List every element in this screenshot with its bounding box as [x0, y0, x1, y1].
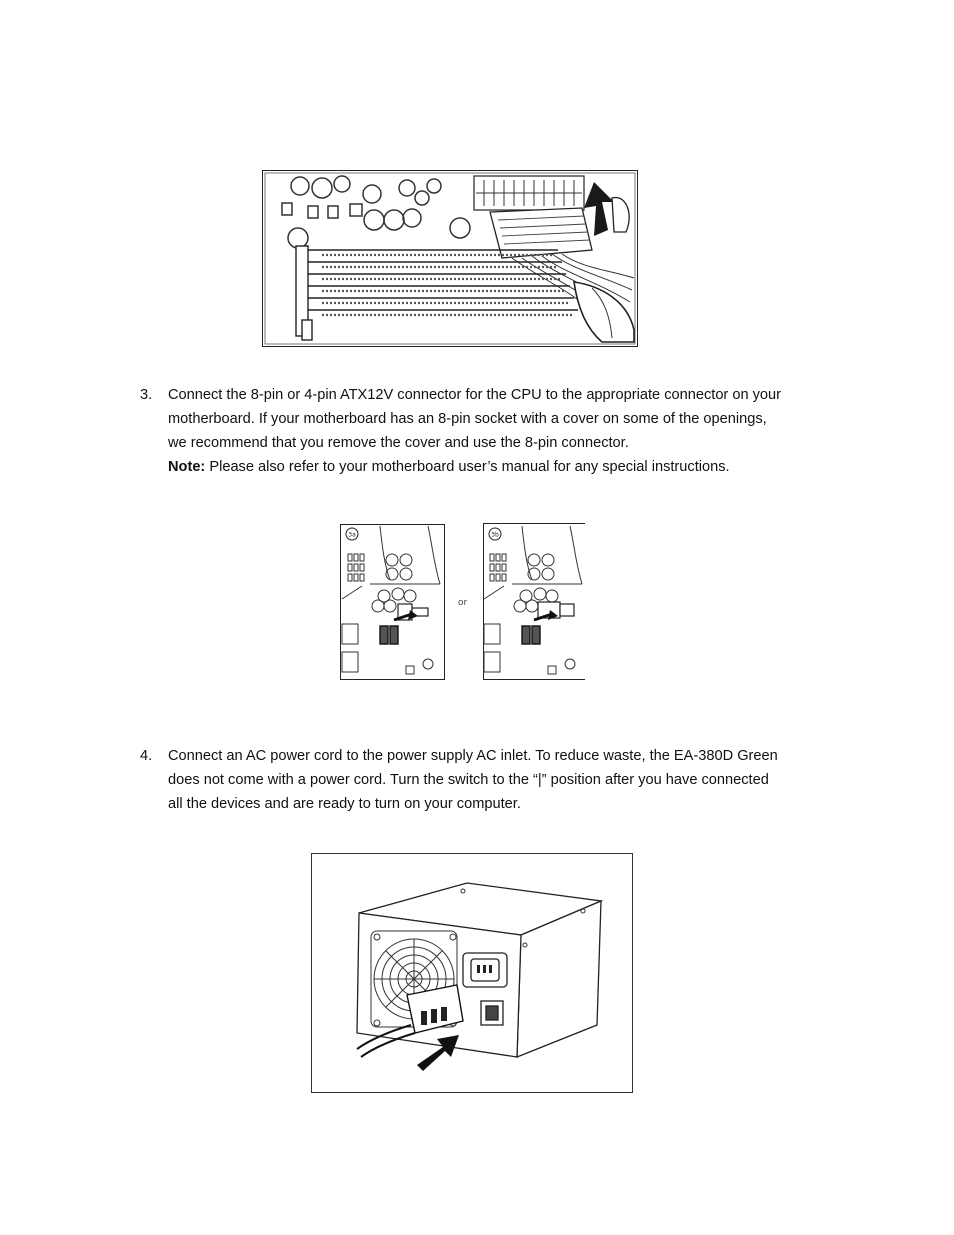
cpu-connector-a-illustration — [340, 524, 445, 680]
cpu-connector-b-illustration — [482, 522, 586, 680]
step-3-line: we recommend that you remove the cover and use the 8-pin connector. — [168, 435, 629, 451]
or-separator: or — [458, 598, 468, 608]
figure-power-supply — [311, 853, 633, 1093]
step-4-line: Connect an AC power cord to the power supply AC inlet. To reduce waste, the EA-380D Green — [168, 748, 778, 764]
label-3b: 3b — [491, 531, 499, 539]
step-4-line: does not come with a power cord. Turn the switch to the “|” position after you have connected — [168, 772, 769, 788]
step-3-line: motherboard. If your motherboard has an 8-pin socket with a cover on some of the openings, — [168, 411, 767, 427]
figure-cpu-connector-a — [340, 524, 445, 680]
step-4 — [140, 744, 850, 816]
step-3-body — [168, 383, 850, 479]
power-supply-illustration — [311, 853, 633, 1093]
step-3-number: 3. — [140, 387, 153, 403]
step-3 — [140, 383, 850, 479]
figure-main-connector — [262, 170, 638, 347]
main-connector-illustration — [262, 170, 638, 347]
step-4-number: 4. — [140, 748, 153, 764]
note-label: Note: — [168, 459, 206, 475]
figure-cpu-connector-b — [482, 522, 586, 680]
step-4-line: all the devices and are ready to turn on your computer. — [168, 796, 521, 812]
step-3-note — [168, 455, 850, 479]
label-3a: 3a — [348, 531, 356, 539]
note-text: Please also refer to your motherboard user’s manual for any special instructions. — [205, 459, 730, 475]
step-4-body — [168, 744, 850, 816]
step-3-line: Connect the 8-pin or 4-pin ATX12V connector for the CPU to the appropriate connector on your — [168, 387, 782, 403]
